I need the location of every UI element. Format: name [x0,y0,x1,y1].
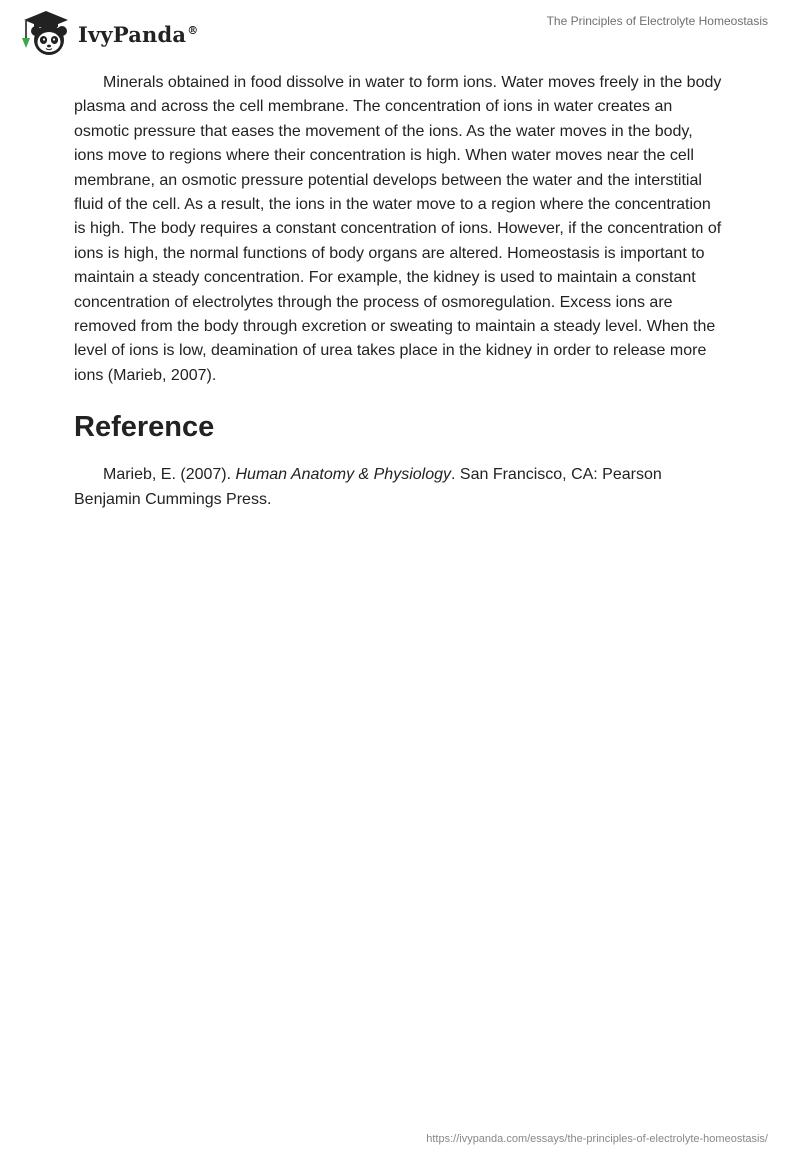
reference-author-year: Marieb, E. (2007). [103,466,236,484]
source-url[interactable]: https://ivypanda.com/essays/the-principles-of-electrolyte-homeostasis/ [426,1133,768,1145]
brand-name: IvyPanda® [78,21,199,47]
reference-entry [74,463,726,512]
body-paragraph: Minerals obtained in food dissolve in water to form ions. Water moves freely in the body plasma and across the cell membrane. The concentration of ions in water creates an osmotic pressure that eases the movement of the ions. As the water moves in the body, ions move to regions where their concentration is high. When water moves near the cell membrane, an osmotic pressure potential develops between the water and the interstitial fluid of the cell. As a result, the ions in the water move to a region where the concentration is high. The body requires a constant concentration of ions. However, if the concentration of ions is high, the normal functions of body organs are altered. Homeostasis is important to maintain a steady concentration. For example, the kidney is used to maintain a constant concentration of electrolytes through the process of osmoregulation. Excess ions are removed from the body through excretion or sweating to maintain a steady level. When the level of ions is low, deamination of urea takes place in the kidney in order to release more ions (Marieb, 2007). [74,74,722,384]
reference-publisher: . San Francisco, CA: Pearson Benjamin Cummings Press. [74,466,662,508]
brand-logo[interactable] [16,8,198,58]
running-title: The Principles of Electrolyte Homeostasis [546,14,768,28]
reference-heading: Reference [74,411,215,444]
page-header [0,0,800,64]
reference-title: Human Anatomy & Physiology [235,466,452,484]
ivypanda-logo-icon [16,8,74,58]
essay-content [74,71,726,512]
registered-mark: ® [187,23,199,37]
